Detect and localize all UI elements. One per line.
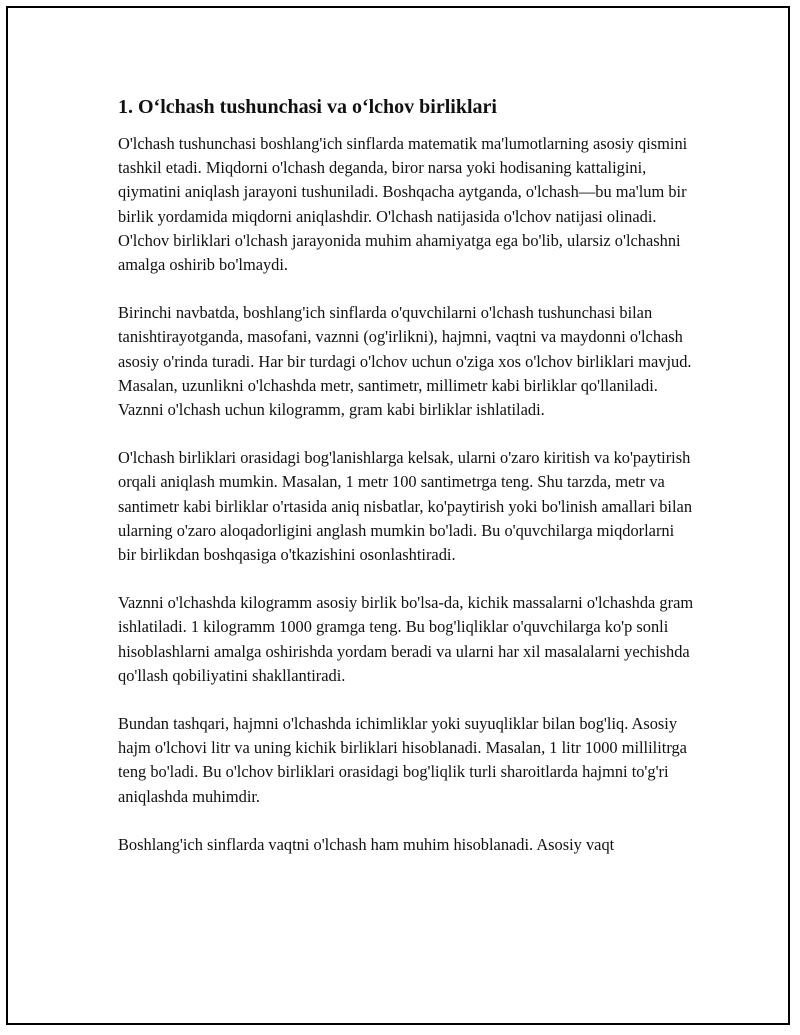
paragraph-4: Vaznni o'lchashda kilogramm asosiy birlik bo'lsa-da, kichik massalarni o'lchashda gram ishlatiladi. 1 kilogramm 1000 gramga teng. Bu bog'liqliklar o'quvchilarga ko'p sonli hisoblashlarni amalga oshirishda yordam beradi va ularni har xil masalalarni yechishda qo'llash qobiliyatini shakllantiradi. — [118, 593, 694, 685]
paragraph-1: O'lchash tushunchasi boshlang'ich sinflarda matematik ma'lumotlarning asosiy qismini tashkil etadi. Miqdorni o'lchash deganda, biror narsa yoki hodisaning kattaligini, qiymatini aniqlash jarayoni tushuniladi. Boshqacha aytganda, o'lchash—bu ma'lum bir birlik yordamida miqdorni aniqlashdir. O'lchash natijasida o'lchov natijasi olinadi. O'lchov birliklari o'lchash jarayonida muhim ahamiyatga ega bo'lib, ularsiz o'lchashni amalga oshirib bo'lmaydi. — [118, 134, 688, 275]
section-heading: 1. O‘lchash tushunchasi va o‘lchov birliklari — [118, 96, 497, 118]
paragraph-6: Boshlang'ich sinflarda vaqtni o'lchash ham muhim hisoblanadi. Asosiy vaqt — [118, 834, 615, 854]
paragraph-2: Birinchi navbatda, boshlang'ich sinflarda o'quvchilarni o'lchash tushunchasi bilan tanishtirayotganda, masofani, vaznni (og'irlikni), hajmni, vaqtni va maydonni o'lchash asosiy o'rinda turadi. Har bir turdagi o'lchov uchun o'ziga xos o'lchov birliklari mavjud. Masalan, uzunlikni o'lchashda metr, santimetr, millimetr kabi birliklar qo'llaniladi. Vaznni o'lchash uchun kilogramm, gram kabi birliklar ishlatiladi. — [118, 303, 692, 420]
paragraph-5: Bundan tashqari, hajmni o'lchashda ichimliklar yoki suyuqliklar bilan bog'liq. Asosiy hajm o'lchovi litr va uning kichik birliklari hisoblanadi. Masalan, 1 litr 1000 millilitrga teng bo'ladi. Bu o'lchov birliklari orasidagi bog'liqlik turli sharoitlarda hajmni to'g'ri aniqlashda muhimdir. — [118, 714, 687, 806]
paragraph-3: O'lchash birliklari orasidagi bog'lanishlarga kelsak, ularni o'zaro kiritish va ko'paytirish orqali aniqlash mumkin. Masalan, 1 metr 100 santimetrga teng. Shu tarzda, metr va santimetr kabi birliklar o'rtasida aniq nisbatlar, ko'paytirish yoki bo'linish amallari bilan ularning o'zaro aloqadorligini anglash mumkin bo'ladi. Bu o'quvchilarga miqdorlarni bir birlikdan boshqasiga o'tkazishini osonlashtiradi. — [118, 448, 693, 565]
document-body — [118, 94, 696, 881]
